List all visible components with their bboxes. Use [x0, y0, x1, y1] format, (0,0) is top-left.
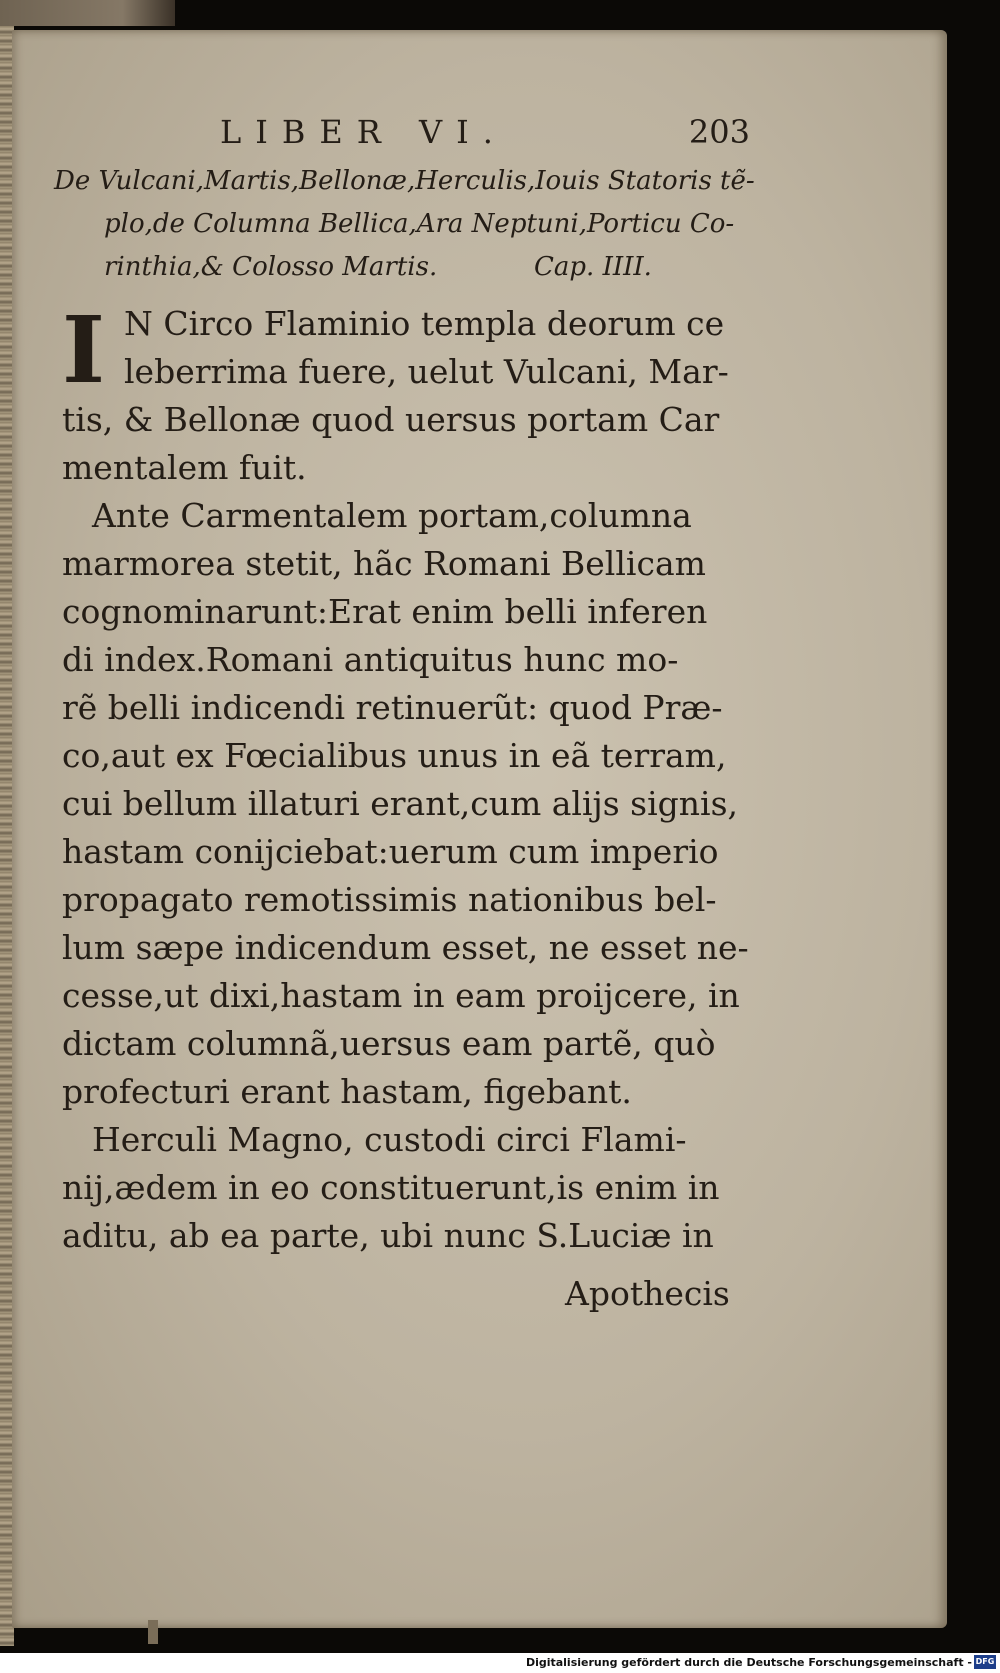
heading-line-text: rinthia,& Colosso Martis. — [104, 252, 438, 282]
page-tab — [148, 1620, 158, 1644]
chapter-number: Cap. IIII. — [534, 252, 652, 282]
text-line: N Circo Flaminio templa deorum ce — [124, 304, 725, 343]
text-line: cesse,ut dixi,hastam in eam proijcere, in — [62, 976, 740, 1015]
text-line: leberrima fuere, uelut Vulcani, Mar- — [124, 352, 729, 391]
text-line: marmorea stetit, hãc Romani Bellicam — [62, 544, 706, 583]
text-line: tis, & Bellonæ quod uersus portam Car — [62, 400, 720, 439]
page-number: 203 — [688, 113, 750, 151]
text-line: co,aut ex Fœcialibus unus in eã terram, — [62, 736, 727, 775]
text-line: Ante Carmentalem portam,columna — [92, 496, 692, 535]
text-line: lum sæpe indicendum esset, ne esset ne- — [62, 928, 749, 967]
text-line: hastam conijciebat:uerum cum imperio — [62, 832, 719, 871]
heading-line — [54, 246, 754, 289]
drop-cap-initial: I — [62, 296, 106, 404]
digitization-credit: Digitalisierung gefördert durch die Deutsche Forschungsgemeinschaft - — [525, 1656, 972, 1669]
dfg-logo: DFG — [974, 1655, 996, 1669]
heading-line: De Vulcani,Martis,Bellonæ,Herculis,Iouis Statoris tẽ- — [54, 166, 755, 196]
text-line: Herculi Magno, custodi circi Flami- — [92, 1120, 687, 1159]
text-line: rẽ belli indicendi retinuerũt: quod Præ- — [62, 688, 723, 727]
text-line: nij,ædem in eo constituerunt,is enim in — [62, 1168, 720, 1207]
text-line: di index.Romani antiquitus hunc mo- — [62, 640, 679, 679]
chapter-heading — [54, 160, 754, 289]
text-line: aditu, ab ea parte, ubi nunc S.Luciæ in — [62, 1216, 714, 1255]
text-line: propagato remotissimis nationibus bel- — [62, 880, 717, 919]
body-text — [62, 296, 762, 1260]
text-line: dictam columnã,uersus eam partẽ, quò — [62, 1024, 716, 1063]
text-line: mentalem fuit. — [62, 448, 307, 487]
catchword: Apothecis — [565, 1274, 730, 1313]
text-line: cognominarunt:Erat enim belli inferen — [62, 592, 708, 631]
text-line: profecturi erant hastam, figebant. — [62, 1072, 632, 1111]
running-title: LIBER VI. — [220, 113, 507, 151]
scan-top-strip — [0, 0, 175, 26]
running-head — [220, 112, 750, 152]
text-line: cui bellum illaturi erant,cum alijs signis, — [62, 784, 739, 823]
heading-line: plo,de Columna Bellica,Ara Neptuni,Porticu Co- — [104, 209, 735, 239]
